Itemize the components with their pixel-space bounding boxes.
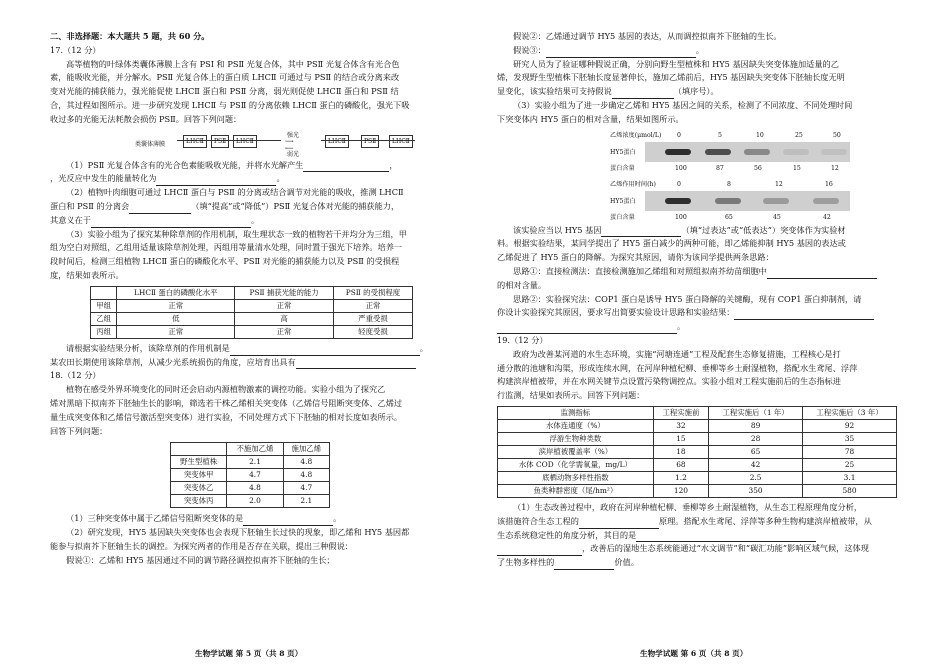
table-cell: 25 — [803, 458, 897, 471]
q19-intro-line: 行监测，结果如表所示。回答下列问题： — [497, 390, 645, 401]
table-cell: 水体连通度（%） — [498, 419, 654, 432]
table-cell: 2.1 — [227, 456, 283, 469]
r-paragraph: 你设计实验探究其原因，要求写出简要实验设计思路和实验结果： — [497, 306, 927, 320]
table-row — [171, 456, 330, 469]
blot-value: 42 — [823, 213, 831, 221]
q19-sub1: （1）生态改善过程中，政府在河岸种植杞柳、垂柳等乡土耐湿植物，从生态工程原理角度分析， — [513, 501, 863, 512]
hy5-protein-band — [705, 149, 731, 155]
q17-intro-line: 素，能吸收光能，并分解水。PSⅡ 光复合体上的蛋白质 LHCⅡ 可通过与 PSⅡ 的结合或分离来改 — [50, 72, 400, 83]
blot-header-row — [610, 129, 855, 142]
blot-value: 45 — [773, 213, 781, 221]
table-cell: 120 — [653, 484, 708, 497]
answer-blank[interactable] — [230, 345, 420, 356]
table-header: 施加乙烯 — [283, 443, 329, 456]
table-row — [91, 312, 413, 325]
r-paragraph: 。 — [497, 320, 927, 334]
table-cell: 乙组 — [91, 312, 117, 325]
table-cell: 突变体甲 — [171, 469, 227, 482]
answer-blank[interactable] — [546, 47, 696, 58]
table-row — [498, 419, 897, 432]
q19-intro-line: 通分散的池塘和沟渠，形成连续水网，在河岸种植杞柳、垂柳等乡土耐湿植物，搭配水生鸢尾、浮萍 — [497, 362, 858, 373]
table-row — [171, 495, 330, 508]
blot-value: 25 — [795, 131, 803, 139]
table-cell: 68 — [653, 458, 708, 471]
table-cell: 鱼类种群密度（尾/hm²） — [498, 484, 654, 497]
q18-sub2: 假说①：乙烯和 HY5 基因通过不同的调节路径调控拟南芥下胚轴的生长； — [66, 554, 335, 565]
table-header: PSⅡ 捕获光能的能力 — [235, 286, 334, 299]
table-cell: 2.5 — [709, 471, 803, 484]
table-header — [91, 286, 117, 299]
q19-number: 19.（12 分） — [497, 334, 548, 345]
q17-sub3: 组为空白对照组，乙组用适量该除草剂处理，丙组用等量清水处理，同时置于强光下培养。培养一 — [50, 242, 403, 253]
q17-after: 请根据实验结果分析，该除草剂的作用机制是 。 — [50, 342, 480, 356]
q17-sub1: ，光反应中发生的能量转化为 。 — [50, 172, 480, 186]
table-cell: 滨岸植被覆盖率（%） — [498, 445, 654, 458]
blot-row-label: 蛋白含量 — [610, 213, 635, 221]
hy5-protein-band — [665, 198, 691, 204]
hypothesis-2: 假说②：乙烯通过调节 HY5 基因的表达，从而调控拟南芥下胚轴的生长。 — [513, 31, 782, 41]
hy5-protein-band — [715, 198, 741, 204]
q18-intro-line: 植物在感受外界环境变化的同时还会启动内源植物激素的调控功能。实验小组为了探究乙 — [66, 384, 386, 395]
table-cell: 2.1 — [283, 495, 329, 508]
q19-intro-line: 政府为改善某河道的水生态环境，实施“河塘连通”工程及配套生态修复措施，工程核心是打 — [513, 348, 841, 359]
q17-after: 某农田长期使用该除草剂，从减少光系统损伤的角度，应培育出具有 — [50, 356, 480, 370]
table-header: 工程实施后（3 年） — [803, 406, 897, 419]
page-footer-left: 生物学试题 第 5 页（共 8 页） — [195, 649, 303, 658]
table-cell: 89 — [709, 419, 803, 432]
table-cell: 正常 — [117, 299, 235, 312]
table-cell: 高 — [235, 312, 334, 325]
table-cell: 突变体乙 — [171, 482, 227, 495]
r-paragraph: 的相对含量。 — [497, 279, 547, 290]
blot-row-label: 乙烯浓度(μmol/L) — [610, 131, 662, 139]
r-paragraph: 显变化，该实验结果可支持假说 （填序号）。 — [497, 85, 927, 99]
blot-value: 5 — [718, 131, 722, 139]
r-paragraph: 料。根据实验结果，某同学提出了 HY5 蛋白减少的两种可能，即乙烯能抑制 HY5 基因的表达或 — [497, 238, 846, 249]
lhc-box: LHCⅡ — [389, 135, 413, 148]
answer-blank[interactable] — [636, 531, 816, 542]
blot-value: 65 — [725, 213, 733, 221]
right-arrow-icon: ⟶ — [285, 137, 294, 145]
blot-value: 0 — [677, 131, 681, 139]
table-cell: 底栖动物多样性指数 — [498, 471, 654, 484]
table-cell: 4.7 — [283, 482, 329, 495]
q19-sub1: ，改善后的湿地生态系统能通过“水文调节”和“碳汇功能”影响区域气候，这体现 — [497, 542, 927, 556]
table-cell: 正常 — [117, 325, 235, 338]
left-arrow-icon: ⟵ — [285, 144, 294, 152]
blot-row-label: 蛋白含量 — [610, 164, 635, 172]
blot-value: 100 — [675, 213, 687, 221]
table-cell: 4.8 — [283, 456, 329, 469]
strong-light-label: 强光 — [287, 131, 300, 139]
table-cell: 甲组 — [91, 299, 117, 312]
blot-value: 8 — [727, 180, 731, 188]
table-header: 监测指标 — [498, 406, 654, 419]
q17-sub3: 段时间后，检测三组植物 LHCⅡ 蛋白的磷酸化水平、PSⅡ 对光能的捕获能力以及 PSⅡ 的受损程 — [50, 256, 400, 267]
blot-band-row — [610, 142, 855, 162]
psii-box: PSⅡ — [211, 135, 229, 148]
table-cell: 580 — [803, 484, 897, 497]
hy5-protein-band — [821, 149, 847, 155]
hy5-protein-band — [783, 149, 809, 155]
q18-sub1: （1）三种突变体中属于乙烯信号阻断突变体的是 。 — [50, 512, 480, 526]
answer-blank[interactable] — [129, 203, 191, 214]
table-cell: 65 — [709, 445, 803, 458]
table-cell: 4.8 — [227, 482, 283, 495]
blot-header-row — [610, 178, 855, 191]
blot-value: 87 — [716, 164, 724, 172]
blot-value: 0 — [677, 180, 681, 188]
hypothesis-3: 假说③： 。 — [497, 44, 927, 58]
table-cell: 正常 — [333, 299, 412, 312]
table-header — [171, 443, 227, 456]
answer-blank[interactable] — [734, 309, 874, 320]
blot-value: 100 — [675, 164, 687, 172]
r-paragraph: 该实验应当以 HY5 基因 （填“过表达”或“低表达”）突变体作为实验材 — [497, 224, 927, 238]
left-page — [50, 30, 480, 568]
q18-sub2: 能参与拟南芥下胚轴生长的调控。为探究两者的作用是否存在关联，提出三种假说： — [50, 540, 353, 551]
table-row — [498, 471, 897, 484]
lhc-box: LHCⅡ — [183, 135, 207, 148]
table-row — [498, 458, 897, 471]
r-paragraph: 下突变体内 HY5 蛋白的相对含量，结果如图所示。 — [497, 113, 684, 124]
q19-sub1: 了生物多样性的 价值。 — [497, 556, 927, 570]
right-page — [497, 30, 927, 570]
q18-number: 18.（12 分） — [50, 370, 101, 381]
answer-blank[interactable] — [156, 175, 276, 186]
q19-sub1: 生态系统稳定性的角度分析，其目的是 — [497, 529, 927, 543]
blot-value: 15 — [793, 164, 801, 172]
table-cell: 严重受损 — [333, 312, 412, 325]
blot-content-row — [610, 162, 855, 175]
blot-value: 10 — [756, 131, 764, 139]
q18-sub2: （2）研究发现，HY5 基因缺失突变体也会表现下胚轴生长过快的现象，即乙烯和 HY5 基因都 — [66, 527, 410, 538]
blot-value: 56 — [754, 164, 762, 172]
answer-blank[interactable] — [243, 515, 333, 526]
table-cell: 水体 COD（化学需氧量，mg/L） — [498, 458, 654, 471]
ethylene-table — [170, 442, 330, 508]
q17-number: 17.（12 分） — [50, 44, 101, 55]
table-header: PSⅡ 的受损程度 — [333, 286, 412, 299]
q18-intro-line: 回答下列问题： — [50, 425, 108, 436]
blot-band-label: HY5蛋白 — [610, 197, 636, 205]
table-row — [91, 325, 413, 338]
q17-intro-line: 变对光能的捕获能力，强光能促使 LHCⅡ 蛋白和 PSⅡ 分离，弱光则促使 LHCⅡ 蛋白和 PSⅡ 结 — [50, 86, 399, 97]
answer-blank[interactable] — [601, 226, 681, 237]
lhc-psii-diagram — [135, 129, 415, 157]
q17-sub3: 度，结果如表所示。 — [50, 269, 124, 280]
q17-intro-line: 收过多的光能无法耗散会损伤 PSⅡ。回答下列问题： — [50, 113, 242, 124]
table-cell: 92 — [803, 419, 897, 432]
section-title: 二、非选择题：本大题共 5 题，共 60 分。 — [50, 31, 210, 41]
answer-blank[interactable] — [497, 323, 677, 334]
q17-intro-line: 合，其过程如图所示。进一步研究发现 LHCⅡ 与 PSⅡ 的分离依赖 LHCⅡ 蛋白的磷酸化，强光下吸 — [50, 99, 410, 110]
table-row — [171, 482, 330, 495]
hy5-protein-band — [813, 198, 839, 204]
blot-band-strip — [645, 191, 850, 211]
q17-sub1: （1）PSⅡ 光复合体含有的光合色素能吸收光能，并将水光解产生 ， — [50, 159, 480, 173]
table-cell: 4.8 — [283, 469, 329, 482]
q18-intro-line: 量生成突变体和乙烯信号激活型突变体）进行实验，不同处理方式下下胚轴的相对长度如表所示。 — [50, 411, 403, 422]
hy5-protein-band — [665, 149, 691, 155]
lhc-box: LHCⅡ — [325, 135, 349, 148]
q17-intro-line: 高等植物的叶绿体类囊体薄膜上含有 PSⅠ 和 PSⅡ 光复合体，其中 PSⅡ 光复合体含有光合色 — [66, 58, 400, 69]
blot-band-label: HY5蛋白 — [610, 148, 636, 156]
r-paragraph: 思路①：直接检测法：直接检测施加乙烯组和对照组拟南芥幼苗细胞中 — [497, 265, 927, 279]
blot-value: 12 — [831, 164, 839, 172]
table-cell: 18 — [653, 445, 708, 458]
table-row — [498, 484, 897, 497]
r-paragraph: 研究人员为了验证哪种假说正确，分别向野生型植株和 HY5 基因缺失突变体施加适量的乙 — [513, 58, 839, 69]
ecology-table — [497, 406, 897, 498]
blot-band-strip — [645, 142, 850, 162]
table-cell: 轻度受损 — [333, 325, 412, 338]
q17-sub2: （2）植物叶肉细胞可通过 LHCⅡ 蛋白与 PSⅡ 的分离或结合调节对光能的吸收，推测 LHCⅡ — [66, 187, 404, 198]
page-footer-right: 生物学试题 第 6 页（共 8 页） — [640, 649, 748, 658]
hy5-protein-band — [744, 149, 770, 155]
table-cell: 35 — [803, 432, 897, 445]
table-cell: 正常 — [235, 325, 334, 338]
table-row — [498, 445, 897, 458]
table-cell: 突变体丙 — [171, 495, 227, 508]
table-cell: 350 — [709, 484, 803, 497]
q19-sub1: 该措施符合生态工程的 原理。搭配水生鸢尾、浮萍等多种生物构建滨岸植被带，从 — [497, 515, 927, 529]
q17-sub3: （3）实验小组为了探究某种除草剂的作用机制，取生理状态一致的植物若干并均分为三组，甲 — [66, 228, 407, 239]
answer-blank[interactable] — [767, 268, 877, 279]
psii-box: PSⅡ — [361, 135, 379, 148]
table-cell: 正常 — [235, 299, 334, 312]
table-cell: 野生型植株 — [171, 456, 227, 469]
lhc-box: LHCⅡ — [233, 135, 257, 148]
table-cell: 低 — [117, 312, 235, 325]
table-cell: 15 — [653, 432, 708, 445]
answer-blank[interactable] — [91, 217, 251, 228]
answer-blank[interactable] — [579, 518, 659, 529]
western-blot-concentration — [610, 129, 855, 175]
table-row — [91, 299, 413, 312]
table-cell: 78 — [803, 445, 897, 458]
q19-intro-line: 构建滨岸植被带，并在水网关键节点设置污染物调控点。实验小组对工程实施前后的生态指标进 — [497, 376, 841, 387]
table-cell: 3.1 — [803, 471, 897, 484]
blot-value: 16 — [825, 180, 833, 188]
herbicide-table — [90, 286, 413, 339]
answer-blank[interactable] — [612, 88, 674, 99]
answer-blank[interactable] — [303, 161, 389, 172]
q17-sub2: 其意义在于 。 — [50, 214, 480, 228]
q17-sub2: 蛋白和 PSⅡ 的分离会 （填“提高”或“降低”）PSⅡ 光复合体对光能的捕获能力， — [50, 200, 480, 214]
r-paragraph: 思路②：实验探究法：COP1 蛋白是诱导 HY5 蛋白降解的关键酶，现有 COP1 蛋白抑制剂，请 — [513, 293, 862, 304]
table-header: LHCⅡ 蛋白的磷酸化水平 — [117, 286, 235, 299]
table-cell: 28 — [709, 432, 803, 445]
blot-band-row — [610, 191, 855, 211]
table-cell: 浮游生物种类数 — [498, 432, 654, 445]
table-cell: 2.0 — [227, 495, 283, 508]
blot-content-row — [610, 211, 855, 224]
q18-intro-line: 烯对黑暗下拟南芥下胚轴生长的影响，筛选若干株乙烯相关突变体（乙烯信号阻断突变体、乙烯过 — [50, 397, 403, 408]
answer-blank[interactable] — [296, 358, 416, 369]
table-header: 不施加乙烯 — [227, 443, 283, 456]
blot-value: 12 — [775, 180, 783, 188]
western-blot-time — [610, 178, 855, 224]
table-cell: 42 — [709, 458, 803, 471]
blot-row-label: 乙烯作用时间(h) — [610, 180, 656, 188]
weak-light-label: 弱光 — [287, 150, 300, 158]
r-paragraph: （3）实验小组为了进一步确定乙烯和 HY5 基因之间的关系，检测了不同浓度、不同处理时间 — [513, 99, 853, 110]
table-cell: 4.7 — [227, 469, 283, 482]
hy5-protein-band — [763, 198, 789, 204]
table-cell: 丙组 — [91, 325, 117, 338]
table-row — [171, 469, 330, 482]
r-paragraph: 乙烯促进了 HY5 蛋白的降解。为探究其原因，请你为该同学提供两条思路： — [497, 252, 774, 263]
r-paragraph: 烯，发现野生型植株下胚轴长度显著伸长，施加乙烯前后，HY5 基因缺失突变体下胚轴长度无明 — [497, 72, 845, 83]
table-row — [498, 432, 897, 445]
membrane-label: 类囊体薄膜 — [135, 140, 166, 148]
table-header: 工程实施后（1 年） — [709, 406, 803, 419]
answer-blank[interactable] — [497, 545, 582, 556]
blot-value: 50 — [833, 131, 841, 139]
table-header: 工程实施前 — [653, 406, 708, 419]
table-cell: 1.2 — [653, 471, 708, 484]
table-cell: 32 — [653, 419, 708, 432]
answer-blank[interactable] — [554, 559, 614, 570]
